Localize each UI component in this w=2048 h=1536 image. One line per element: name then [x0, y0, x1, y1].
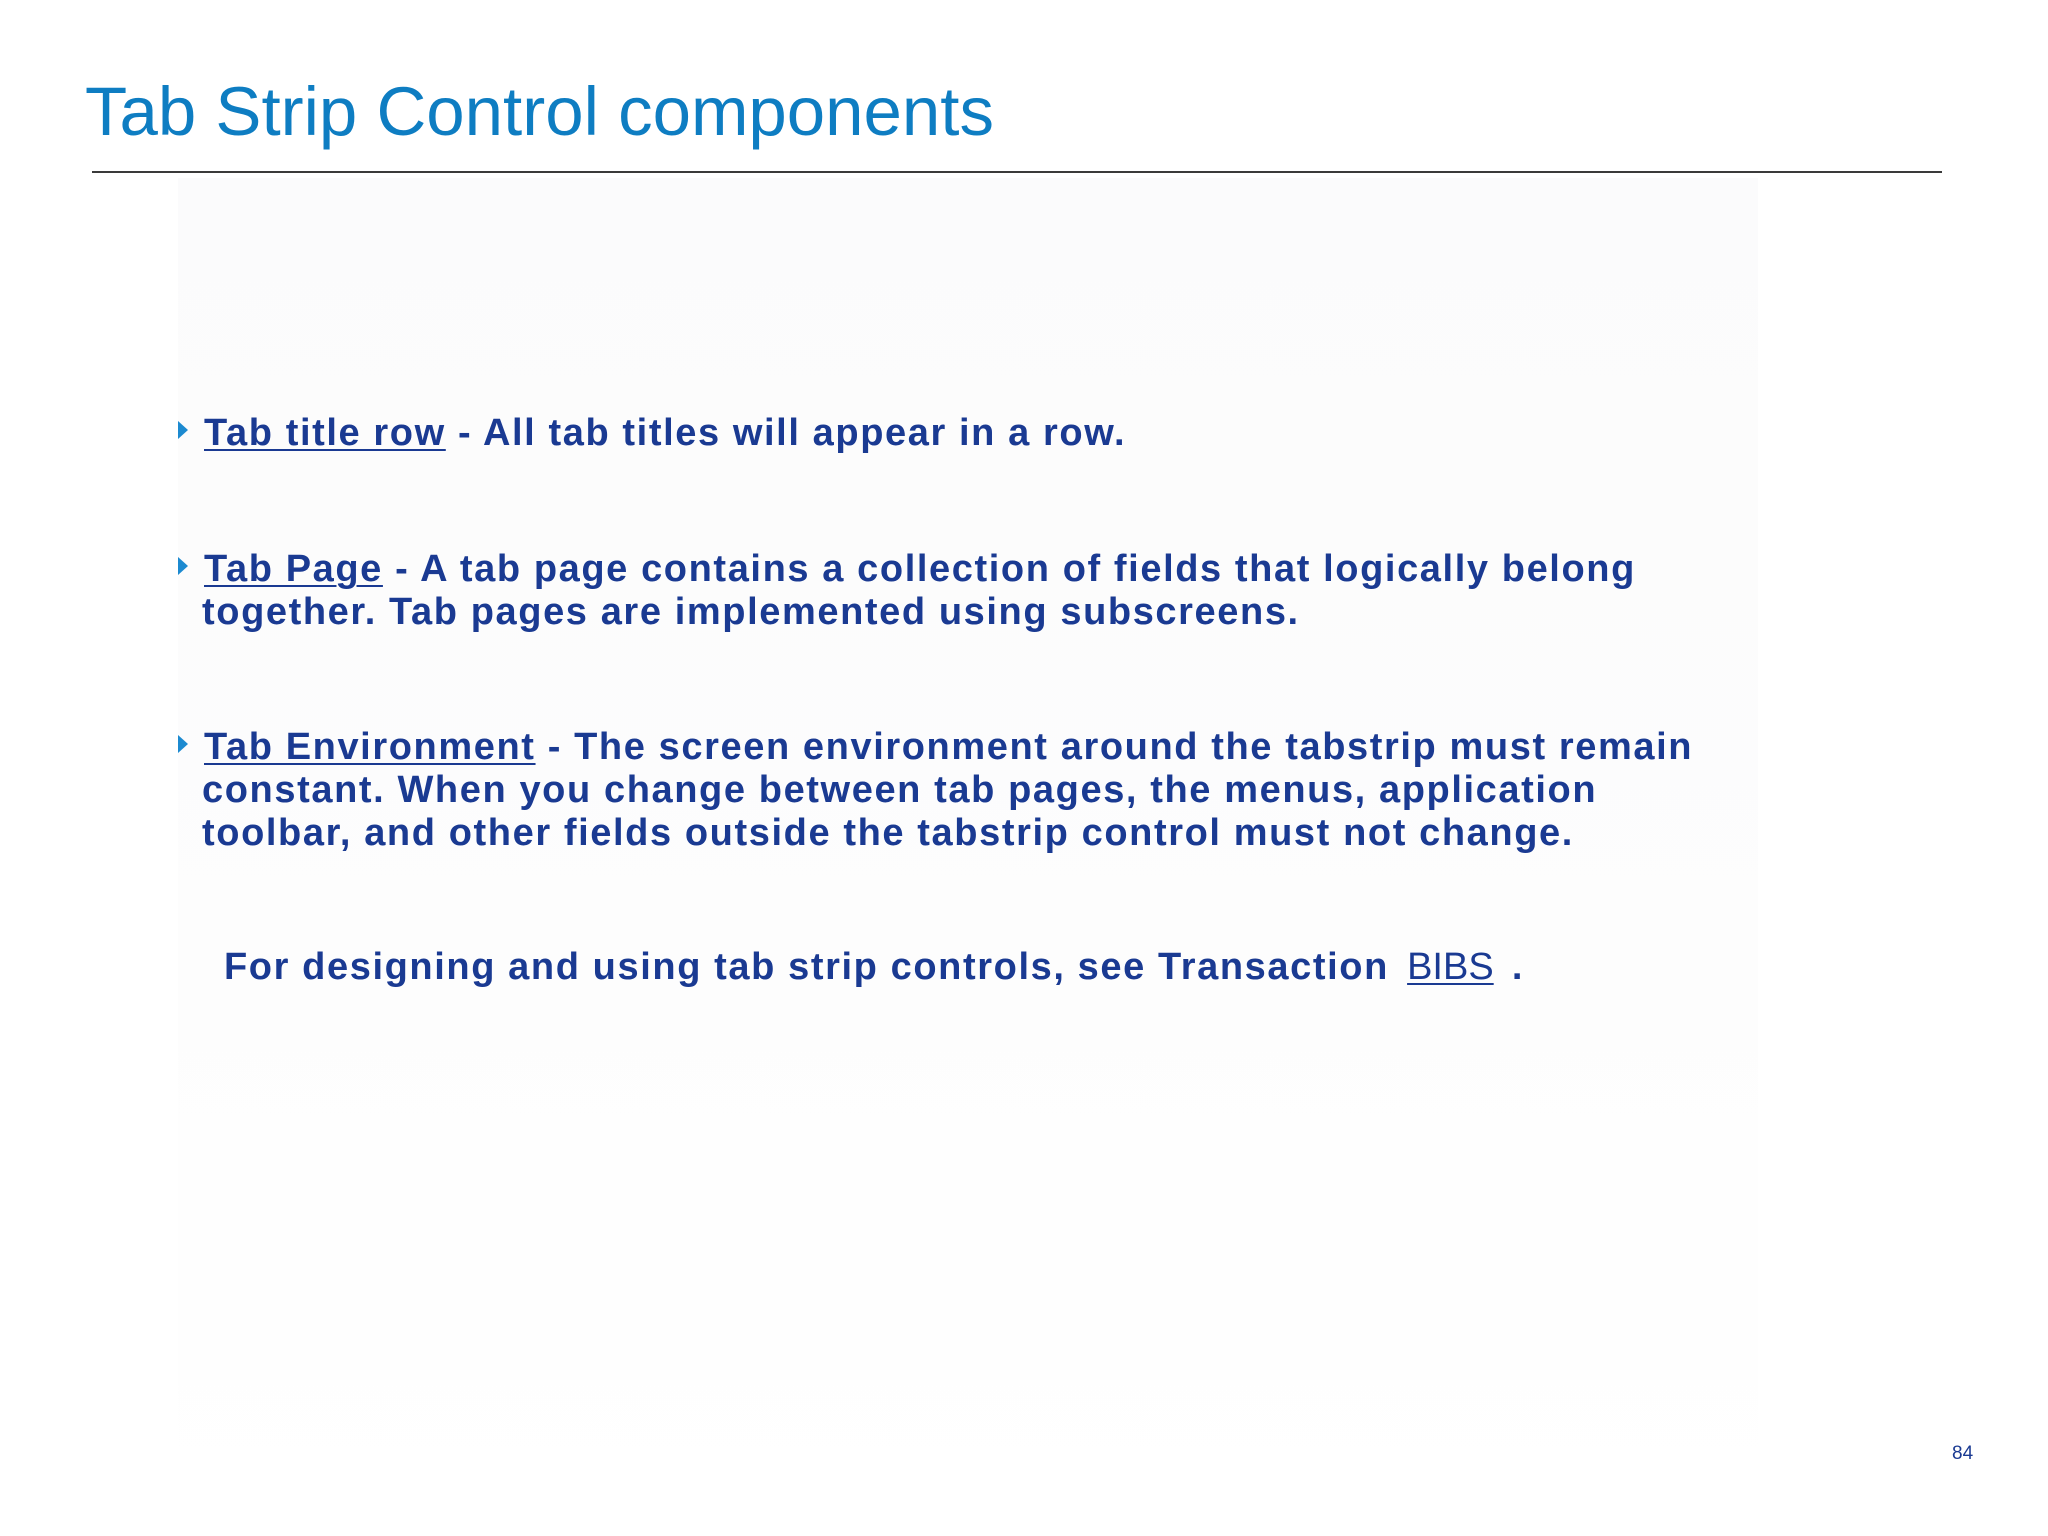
bullet-description-continued: together. Tab pages are implemented using subscreens. [202, 591, 1300, 633]
bullet-text [204, 548, 1636, 591]
bibs-transaction-link[interactable]: BIBS [1407, 946, 1494, 988]
bullet-arrow-icon [178, 557, 188, 575]
bullet-description-continued: constant. When you change between tab pages, the menus, application [202, 769, 1598, 811]
bullet-arrow-icon [178, 421, 188, 439]
bullet-tab-page [178, 548, 1636, 634]
title-divider [92, 171, 1942, 173]
page-number: 84 [1952, 1443, 1974, 1464]
bullet-tab-title-row [178, 412, 1126, 455]
bullet-tab-environment [178, 726, 1693, 855]
note-suffix: . [1511, 946, 1525, 988]
bullet-description: - A tab page contains a collection of fields that logically belong [382, 548, 1636, 590]
bullet-description: - All tab titles will appear in a row. [445, 412, 1127, 454]
bullet-description: - The screen environment around the tabstrip must remain [535, 726, 1694, 768]
note-prefix: For designing and using tab strip controls, see Transaction [224, 946, 1389, 988]
bullet-text [204, 412, 1126, 455]
bullet-text [204, 726, 1693, 769]
slide-title: Tab Strip Control components [85, 73, 994, 150]
bullet-arrow-icon [178, 735, 188, 753]
bullet-term: Tab Page [204, 548, 383, 590]
bullet-term: Tab title row [204, 412, 446, 454]
bullet-description-continued: toolbar, and other fields outside the tabstrip control must not change. [202, 812, 1574, 854]
transaction-note [224, 946, 1524, 989]
bullet-term: Tab Environment [204, 726, 536, 768]
